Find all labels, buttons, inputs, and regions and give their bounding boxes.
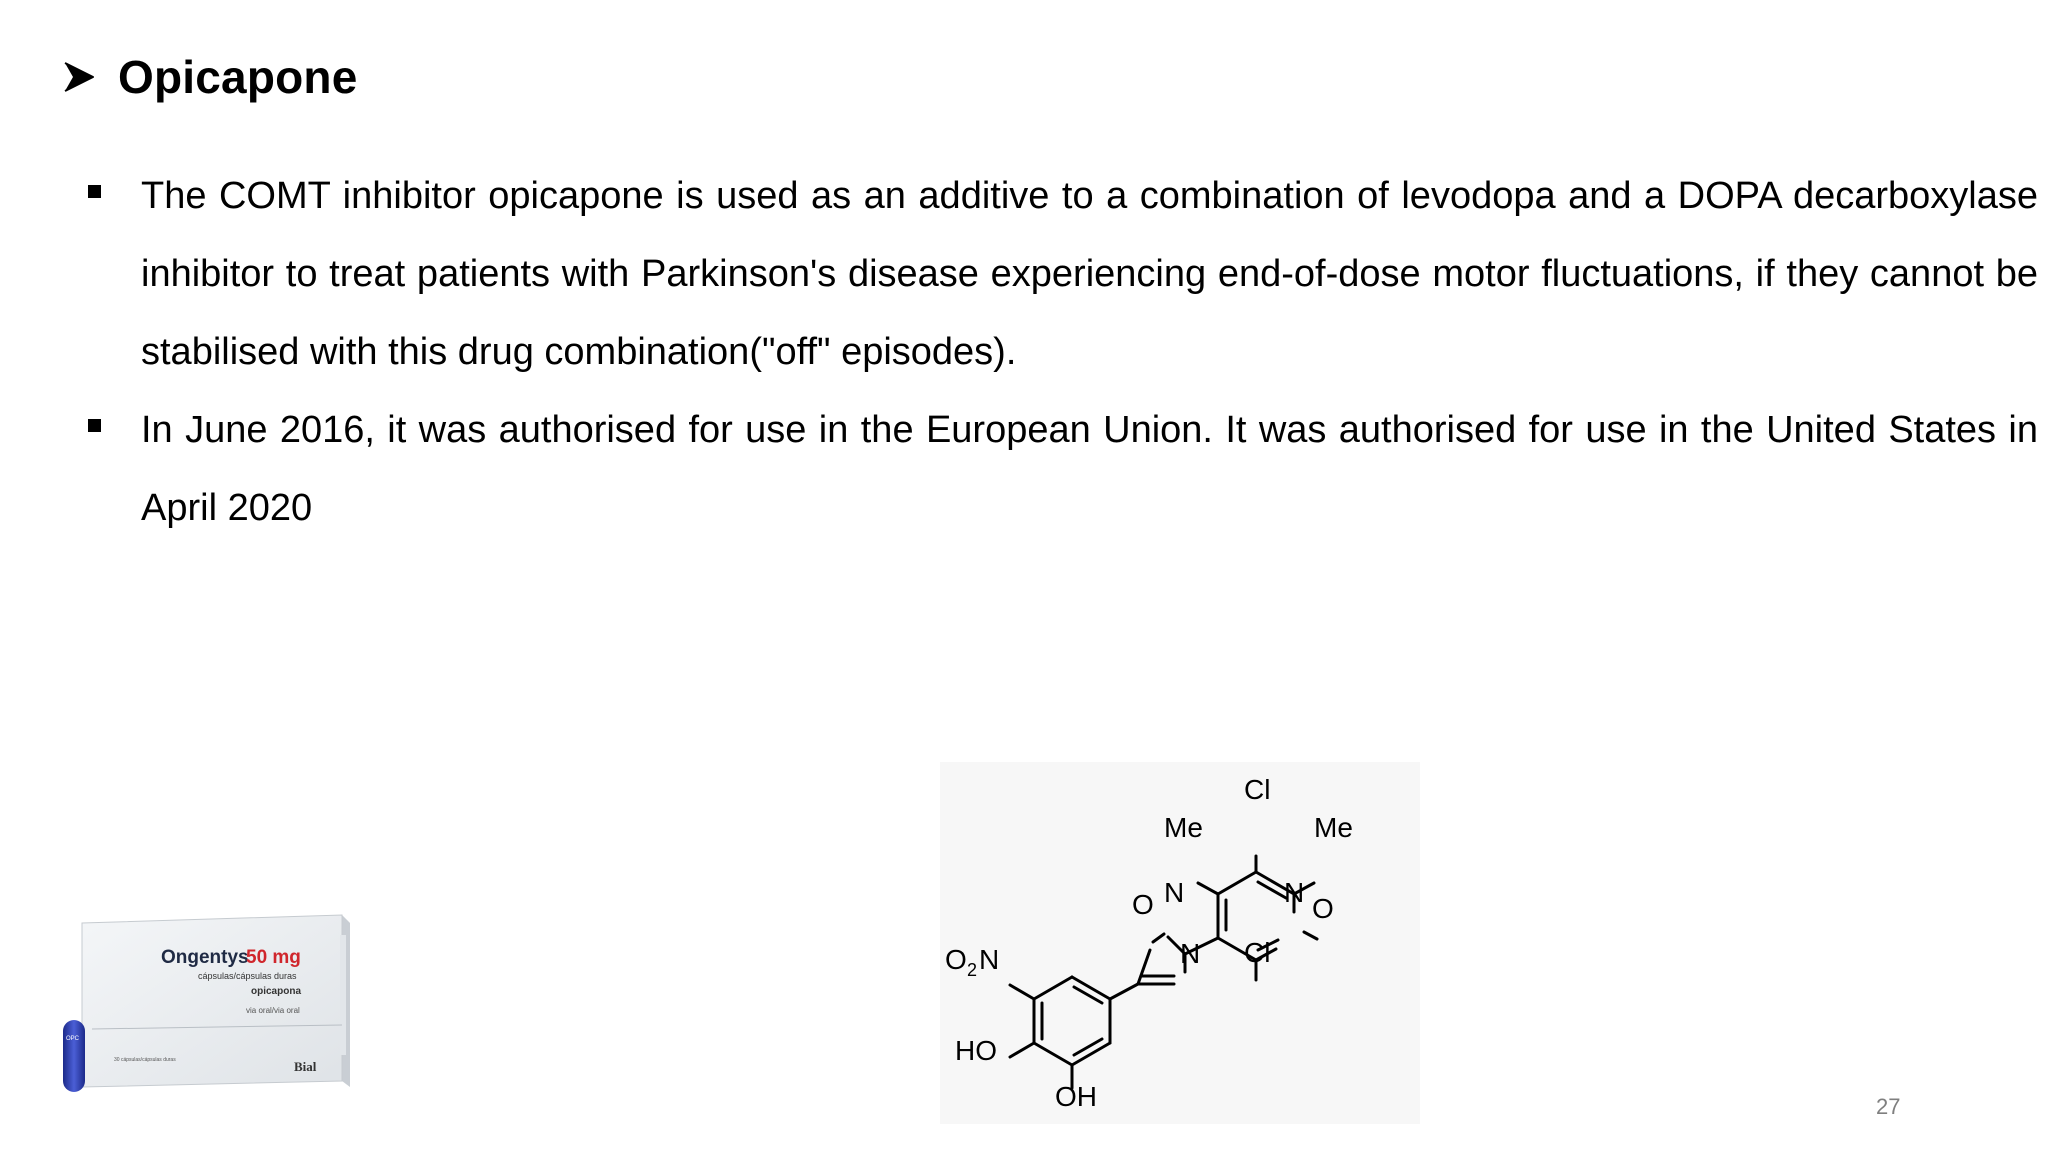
label-cl-bottom: Cl [1244, 937, 1271, 968]
slide-heading [62, 50, 358, 104]
page-number: 27 [1876, 1094, 1901, 1119]
label-n-ring-top: N [1164, 877, 1185, 908]
product-maker: Bial [294, 1059, 317, 1074]
svg-text:OPC: OPC [66, 1036, 80, 1042]
label-oh: OH [1055, 1081, 1097, 1112]
bullet-text: In June 2016, it was authorised for use in the European Union. It was authorised for use in the United States in April 2020 [141, 409, 2038, 529]
label-n-pyridine: N [1284, 877, 1305, 908]
label-n-ring-bottom: N [1180, 938, 1201, 969]
bullet-item [84, 391, 2038, 547]
opicapone-structure-image [940, 762, 1420, 1124]
bullet-text: The COMT inhibitor opicapone is used as an additive to a combination of levodopa and a DOPA decarboxylase inhibitor to treat patients with Parkinson's disease experiencing end-of-dose motor fluctuations, if they cannot be stabilised with this drug combination("off" episodes). [141, 175, 2038, 373]
product-generic: opicapona [251, 986, 302, 997]
label-o2n-sub: 2 [967, 960, 978, 980]
product-box-image [60, 905, 360, 1095]
product-form: cápsulas/cápsulas duras [198, 971, 297, 981]
label-cl-top: Cl [1244, 774, 1271, 805]
label-o2n-o: O [945, 944, 967, 975]
product-brand: Ongentys [161, 947, 249, 968]
square-bullet-icon [88, 185, 101, 198]
product-dose: 50 mg [246, 947, 301, 968]
label-me-left: Me [1164, 812, 1203, 843]
label-o-n-oxide: O [1312, 893, 1334, 924]
product-count: 30 cápsulas/cápsulas duras [114, 1057, 176, 1063]
label-o2n-n: N [979, 944, 1000, 975]
bullet-item [84, 157, 2038, 391]
square-bullet-icon [88, 419, 101, 432]
label-me-right: Me [1314, 812, 1353, 843]
bullet-list [84, 157, 2038, 547]
arrow-bullet-icon [62, 60, 96, 94]
slide-title: Opicapone [118, 51, 358, 103]
label-o-ring: O [1132, 889, 1154, 920]
product-route: via oral/via oral [246, 1006, 300, 1015]
label-ho: HO [955, 1035, 997, 1066]
